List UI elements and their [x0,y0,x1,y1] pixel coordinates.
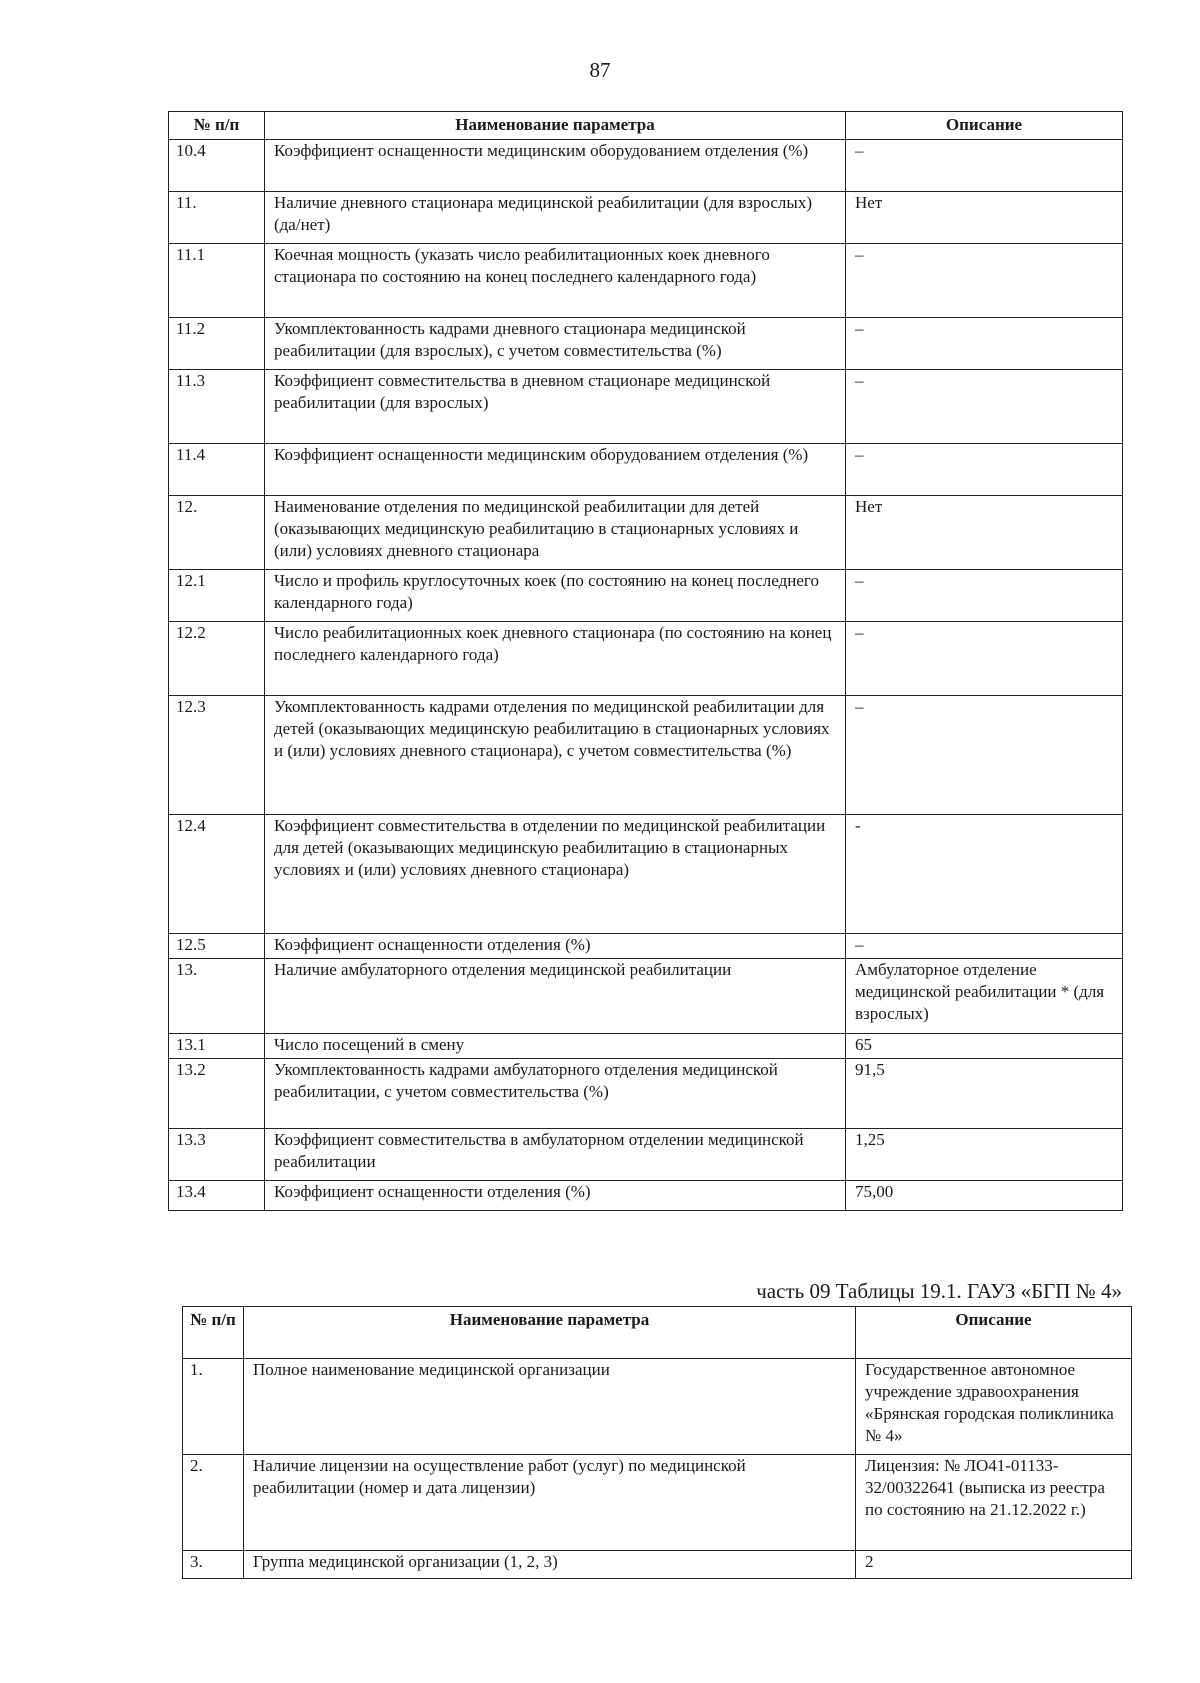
table-caption: часть 09 Таблицы 19.1. ГАУЗ «БГП № 4» [756,1279,1122,1303]
parameter-description: 91,5 [846,1059,1123,1129]
parameter-name: Наличие лицензии на осуществление работ (услуг) по медицинской реабилитации (номер и дата лицензии) [244,1455,856,1551]
parameter-name: Коэффициент оснащенности отделения (%) [265,934,846,959]
row-number: 12.3 [169,696,265,815]
parameter-name: Коэффициент оснащенности медицинским оборудованием отделения (%) [265,444,846,496]
parameter-description: – [846,570,1123,622]
row-number: 12.2 [169,622,265,696]
parameter-description: – [846,696,1123,815]
row-number: 12.1 [169,570,265,622]
row-number: 13.3 [169,1129,265,1181]
table-row [169,370,1123,444]
table-row [183,1551,1132,1579]
table-row [169,496,1123,570]
row-number: 12.5 [169,934,265,959]
row-number: 10.4 [169,140,265,192]
header-number: № п/п [183,1307,244,1359]
row-number: 11.3 [169,370,265,444]
parameter-description: Лицензия: № ЛО41-01133-32/00322641 (выписка из реестра по состоянию на 21.12.2022 г.) [856,1455,1132,1551]
parameters-table-2 [182,1306,1132,1579]
table-row [169,444,1123,496]
parameter-description: – [846,934,1123,959]
table-header-row [169,112,1123,140]
row-number: 13.1 [169,1034,265,1059]
parameter-description: Нет [846,496,1123,570]
row-number: 11.1 [169,244,265,318]
parameter-name: Наименование отделения по медицинской реабилитации для детей (оказывающих медицинскую реабилитацию в стационарных условиях и (или) условиях дневного стационара [265,496,846,570]
table-row [169,1181,1123,1211]
table-row [183,1455,1132,1551]
header-parameter: Наименование параметра [244,1307,856,1359]
header-description: Описание [846,112,1123,140]
table-row [169,1034,1123,1059]
row-number: 11.2 [169,318,265,370]
table-header-row [183,1307,1132,1359]
parameter-name: Укомплектованность кадрами амбулаторного отделения медицинской реабилитации, с учетом совместительства (%) [265,1059,846,1129]
header-parameter: Наименование параметра [265,112,846,140]
row-number: 13. [169,959,265,1034]
table-row [169,244,1123,318]
parameter-name: Полное наименование медицинской организации [244,1359,856,1455]
parameters-table-1 [168,111,1123,1211]
table-row [169,622,1123,696]
table-row [169,815,1123,934]
parameter-description: – [846,370,1123,444]
parameter-description: 65 [846,1034,1123,1059]
parameter-name: Число и профиль круглосуточных коек (по состоянию на конец последнего календарного года) [265,570,846,622]
parameter-name: Коэффициент оснащенности медицинским оборудованием отделения (%) [265,140,846,192]
table-row [169,959,1123,1034]
table-row [169,1129,1123,1181]
row-number: 12. [169,496,265,570]
row-number: 12.4 [169,815,265,934]
parameter-description: – [846,444,1123,496]
parameter-description: Государственное автономное учреждение здравоохранения «Брянская городская поликлиника № 4» [856,1359,1132,1455]
table-row [169,1059,1123,1129]
parameter-name: Коэффициент совместительства в амбулаторном отделении медицинской реабилитации [265,1129,846,1181]
parameter-description: - [846,815,1123,934]
parameter-name: Коечная мощность (указать число реабилитационных коек дневного стационара по состоянию на конец последнего календарного года) [265,244,846,318]
table-row [169,934,1123,959]
parameter-name: Укомплектованность кадрами дневного стационара медицинской реабилитации (для взрослых), с учетом совместительства (%) [265,318,846,370]
table-row [169,318,1123,370]
parameter-description: – [846,622,1123,696]
parameter-name: Число реабилитационных коек дневного стационара (по состоянию на конец последнего календарного года) [265,622,846,696]
parameter-description: – [846,318,1123,370]
parameter-name: Наличие дневного стационара медицинской реабилитации (для взрослых) (да/нет) [265,192,846,244]
row-number: 13.4 [169,1181,265,1211]
header-description: Описание [856,1307,1132,1359]
row-number: 1. [183,1359,244,1455]
table-row [183,1359,1132,1455]
row-number: 11.4 [169,444,265,496]
parameter-description: Нет [846,192,1123,244]
parameter-description: 2 [856,1551,1132,1579]
parameter-description: 75,00 [846,1181,1123,1211]
row-number: 13.2 [169,1059,265,1129]
parameter-name: Коэффициент совместительства в отделении по медицинской реабилитации для детей (оказывающих медицинскую реабилитацию в стационарных условиях и (или) условиях дневного стационара) [265,815,846,934]
parameter-description: – [846,244,1123,318]
parameter-name: Укомплектованность кадрами отделения по медицинской реабилитации для детей (оказывающих медицинскую реабилитацию в стационарных условиях и (или) условиях дневного стационара), с учетом совместительства (%) [265,696,846,815]
page-number: 87 [589,58,611,82]
table-row [169,140,1123,192]
header-number: № п/п [169,112,265,140]
parameter-name: Группа медицинской организации (1, 2, 3) [244,1551,856,1579]
table-row [169,192,1123,244]
table-row [169,696,1123,815]
parameter-description: – [846,140,1123,192]
parameter-description: Амбулаторное отделение медицинской реабилитации * (для взрослых) [846,959,1123,1034]
parameter-name: Коэффициент совместительства в дневном стационаре медицинской реабилитации (для взрослых) [265,370,846,444]
parameter-name: Наличие амбулаторного отделения медицинской реабилитации [265,959,846,1034]
table-row [169,570,1123,622]
parameter-name: Коэффициент оснащенности отделения (%) [265,1181,846,1211]
row-number: 11. [169,192,265,244]
row-number: 3. [183,1551,244,1579]
parameter-name: Число посещений в смену [265,1034,846,1059]
parameter-description: 1,25 [846,1129,1123,1181]
row-number: 2. [183,1455,244,1551]
